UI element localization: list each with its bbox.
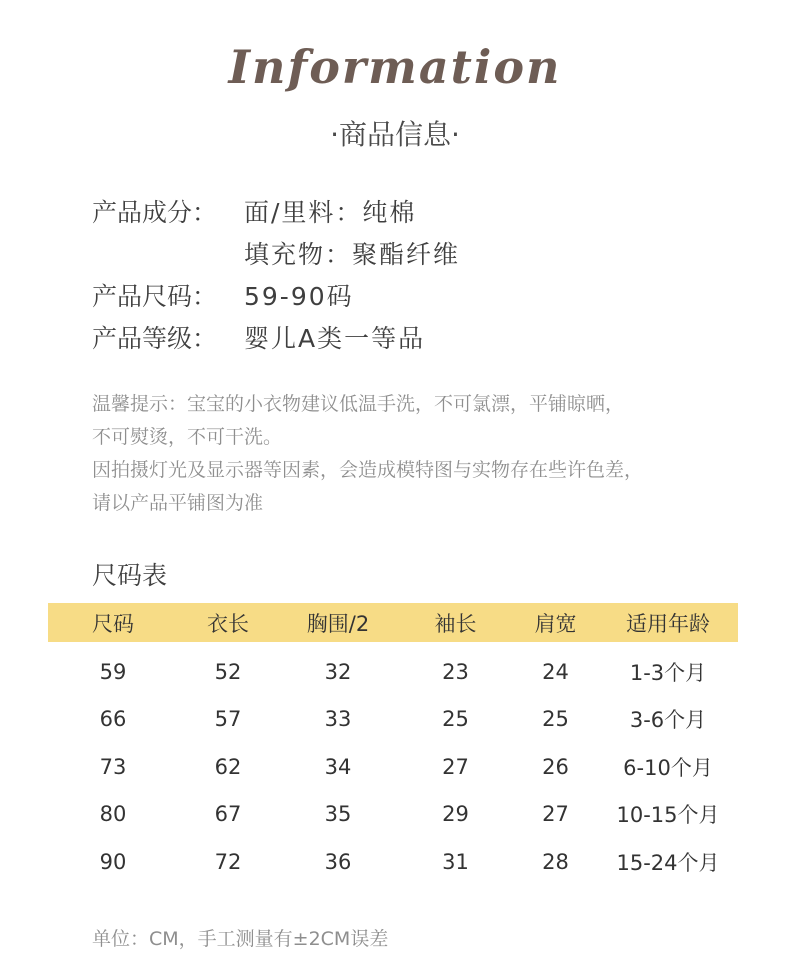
table-cell: 1-3个月 (629, 660, 707, 685)
tips-line: 请以产品平铺图为准 (92, 492, 264, 514)
table-row (48, 791, 738, 839)
table-cell: 25 (442, 707, 469, 732)
info-row-filling (92, 237, 460, 279)
table-cell: 23 (442, 659, 469, 684)
column-header: 袖长 (434, 611, 477, 636)
table-cell: 32 (324, 659, 352, 684)
column-header: 胸围/2 (306, 611, 370, 636)
table-cell: 66 (99, 707, 127, 732)
table-cell: 26 (542, 754, 569, 779)
size-table-heading: 尺码表 (92, 561, 168, 590)
size-value: 59-90码 (244, 282, 354, 311)
column-header: 衣长 (207, 611, 249, 636)
tips-line: 因拍摄灯光及显示器等因素，会造成模特图与实物存在些许色差， (92, 459, 644, 481)
table-cell: 33 (324, 707, 352, 732)
product-info (92, 195, 460, 363)
size-table (48, 603, 738, 886)
table-cell: 28 (542, 849, 569, 874)
table-cell: 27 (542, 802, 569, 827)
table-cell: 72 (214, 849, 242, 874)
table-cell: 35 (324, 802, 352, 827)
table-cell: 15-24个月 (616, 850, 720, 875)
filling-value: 填充物：聚酯纤维 (244, 240, 461, 269)
table-cell: 27 (442, 754, 469, 779)
size-label: 产品尺码： (92, 282, 218, 311)
material-label: 产品成分： (92, 198, 218, 227)
size-table-body (48, 648, 738, 886)
table-row (48, 696, 738, 744)
table-cell: 24 (542, 659, 569, 684)
table-row (48, 648, 738, 696)
table-row (48, 743, 738, 791)
measurement-footnote: 单位：CM，手工测量有±2CM误差 (92, 928, 389, 950)
table-cell: 59 (99, 659, 127, 684)
table-cell: 31 (442, 849, 469, 874)
grade-value: 婴儿A类一等品 (244, 324, 426, 353)
page-subtitle: ·商品信息· (330, 118, 460, 151)
column-header: 适用年龄 (626, 611, 710, 636)
info-row-size (92, 279, 460, 321)
info-row-grade (92, 321, 460, 363)
tips-line: 温馨提示：宝宝的小衣物建议低温手洗，不可氯漂，平铺晾晒， (92, 393, 625, 415)
table-cell: 52 (214, 659, 242, 684)
table-cell: 36 (324, 849, 352, 874)
table-cell: 6-10个月 (623, 755, 713, 780)
column-header: 尺码 (92, 611, 134, 636)
info-row-material (92, 195, 460, 237)
table-cell: 25 (542, 707, 569, 732)
table-cell: 29 (442, 802, 469, 827)
table-cell: 34 (324, 754, 352, 779)
page-title: Information (228, 40, 562, 94)
tips-line: 不可熨烫，不可干洗。 (92, 426, 283, 448)
size-table-header (48, 603, 738, 642)
column-header: 肩宽 (534, 611, 577, 636)
material-value: 面/里料：纯棉 (244, 198, 417, 227)
table-cell: 3-6个月 (629, 708, 707, 733)
table-cell: 80 (99, 802, 127, 827)
grade-label: 产品等级： (92, 324, 218, 353)
table-cell: 57 (214, 707, 242, 732)
table-cell: 73 (99, 754, 127, 779)
table-cell: 10-15个月 (616, 803, 720, 828)
table-cell: 90 (99, 849, 127, 874)
table-cell: 67 (214, 802, 242, 827)
table-row (48, 838, 738, 886)
care-tips (92, 388, 752, 520)
table-cell: 62 (214, 754, 242, 779)
